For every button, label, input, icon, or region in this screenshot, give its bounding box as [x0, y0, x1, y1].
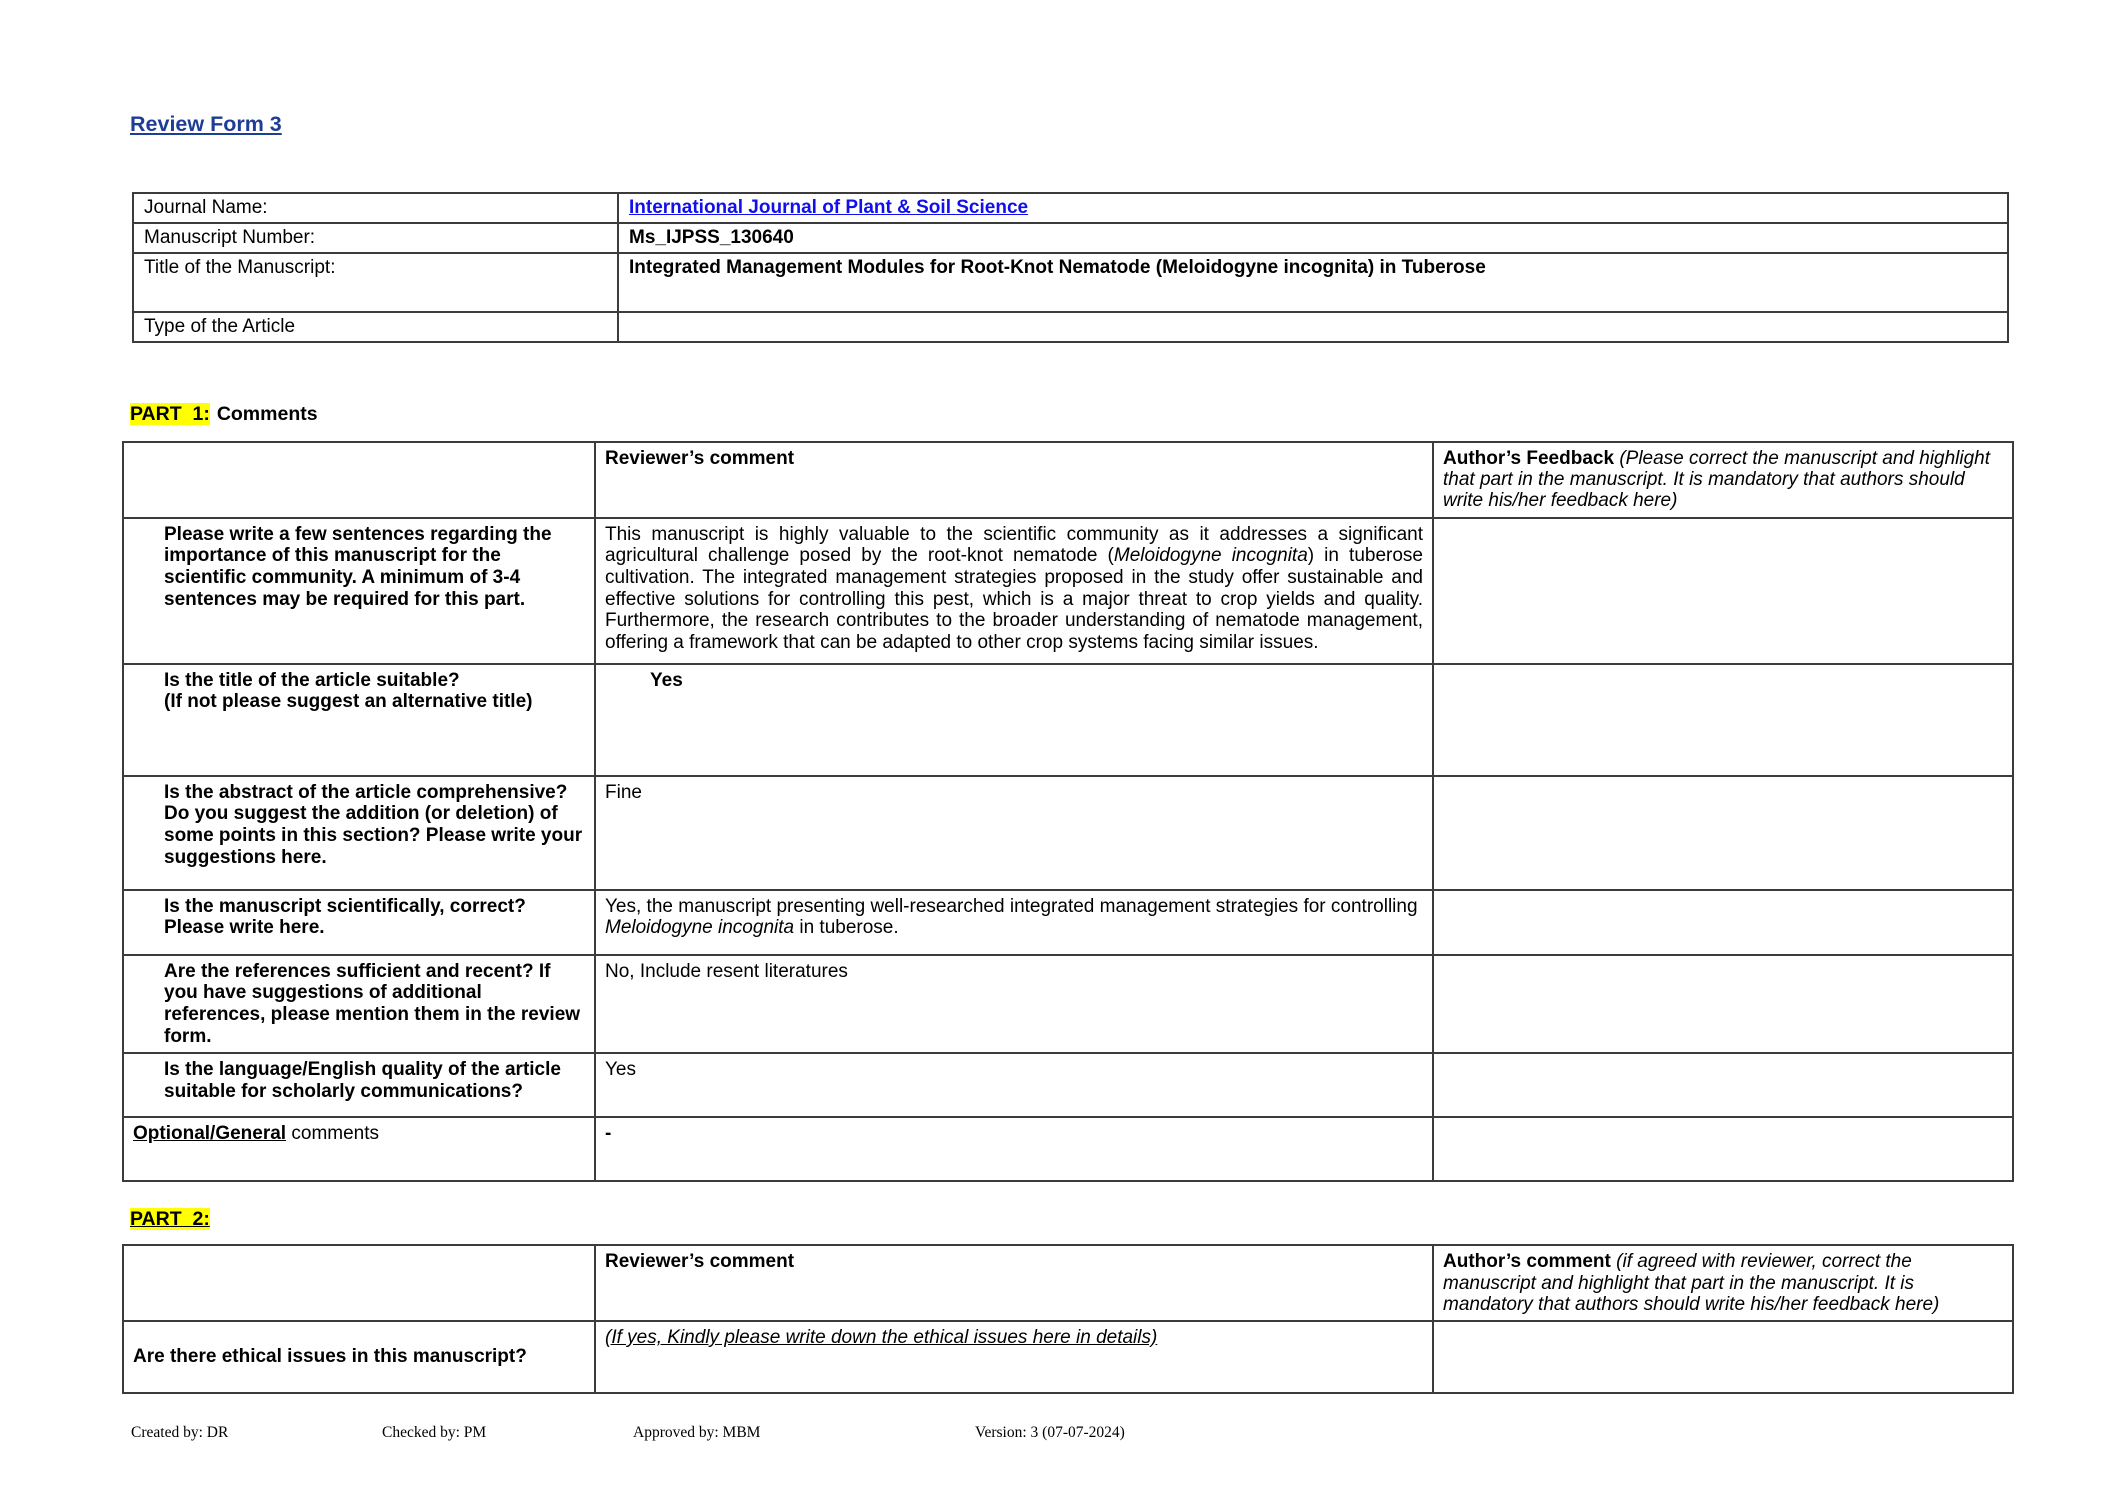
- part1-tag: PART 1:: [130, 402, 210, 425]
- scientific-correct-question: Is the manuscript scientifically, correct? Please write here.: [123, 890, 595, 955]
- ethical-issues-author-feedback[interactable]: [1433, 1321, 2013, 1393]
- manuscript-title-label: Title of the Manuscript:: [133, 253, 618, 312]
- journal-link[interactable]: International Journal of Plant & Soil Science: [629, 196, 1029, 218]
- article-type-row: [133, 312, 2008, 342]
- importance-author-feedback[interactable]: [1433, 518, 2013, 664]
- ethical-issues-row: [123, 1321, 2013, 1393]
- language-quality-question: Is the language/English quality of the article suitable for scholarly communications?: [123, 1053, 595, 1117]
- page-title: Review Form 3: [130, 112, 282, 136]
- comment-text: in tuberose.: [794, 917, 899, 939]
- abstract-reviewer-comment: Fine: [595, 776, 1433, 890]
- footer-version: Version: 3 (07-07-2024): [975, 1424, 1125, 1441]
- ethical-issues-note: (If yes, Kindly please write down the ethical issues here in details): [605, 1327, 1158, 1349]
- references-author-feedback[interactable]: [1433, 955, 2013, 1054]
- ethical-issues-question: Are there ethical issues in this manuscript?: [123, 1321, 595, 1393]
- part2-table: [122, 1244, 2014, 1394]
- manuscript-title-row: [133, 253, 2008, 312]
- language-quality-author-feedback[interactable]: [1433, 1053, 2013, 1117]
- manuscript-number-label: Manuscript Number:: [133, 223, 618, 253]
- title-suitable-reviewer-comment: Yes: [595, 664, 1433, 776]
- part2-author-comment-header-bold: Author’s comment: [1443, 1251, 1611, 1273]
- species-name-italic: Meloidogyne incognita: [1113, 545, 1308, 567]
- journal-name-value-cell: [618, 193, 2008, 223]
- part2-author-comment-header-note: (if agreed with reviewer, correct the manuscript and highlight that part in the manuscript. It is mandatory that authors should write his/her feedback here): [1443, 1251, 1940, 1315]
- abstract-author-feedback[interactable]: [1433, 776, 2013, 890]
- optional-comments-rest: comments: [286, 1123, 380, 1145]
- optional-comments-row: [123, 1117, 2013, 1181]
- optional-author-feedback[interactable]: [1433, 1117, 2013, 1181]
- title-suitable-author-feedback[interactable]: [1433, 664, 2013, 776]
- part2-heading: [130, 1208, 2117, 1231]
- references-question: Are the references sufficient and recent? If you have suggestions of additional references, please mention them in the review form.: [123, 955, 595, 1054]
- part1-heading-text: Comments: [216, 402, 318, 425]
- author-feedback-header-bold: Author’s Feedback: [1443, 447, 1615, 469]
- article-type-value[interactable]: [618, 312, 2008, 342]
- part1-comments-table: [122, 441, 2014, 1182]
- abstract-row: [123, 776, 2013, 890]
- manuscript-title-value: Integrated Management Modules for Root-Knot Nematode (Meloidogyne incognita) in Tuberose: [618, 253, 2008, 312]
- manuscript-number-value: Ms_IJPSS_130640: [618, 223, 2008, 253]
- comment-text: ) in tuberose cultivation. The integrated management strategies proposed in the study offer sustainable and effective solutions for controlling this pest, which is a major threat to crop yields and quality. Furthermore, the research contributes to the broader understanding of nematode management, offering a framework that can be adapted to other crop systems facing similar issues.: [605, 545, 1423, 653]
- author-feedback-header: [1433, 442, 2013, 518]
- footer-checked-by: Checked by: PM: [382, 1424, 487, 1441]
- author-feedback-header-note: (Please correct the manuscript and highlight that part in the manuscript. It is mandatory that authors should write his/her feedback here): [1443, 447, 1991, 512]
- question-line: (If not please suggest an alternative title): [164, 691, 533, 713]
- footer-created-by: Created by: DR: [131, 1424, 229, 1441]
- title-suitable-question: [123, 664, 595, 776]
- optional-general-underlined: Optional/General: [133, 1123, 287, 1145]
- part1-header-empty-cell: [123, 442, 595, 518]
- scientific-correct-reviewer-comment: [595, 890, 1433, 955]
- part2-tag: PART 2:: [130, 1208, 210, 1231]
- journal-name-row: [133, 193, 2008, 223]
- importance-reviewer-comment: [595, 518, 1433, 664]
- manuscript-number-row: [133, 223, 2008, 253]
- reviewer-comment-header: Reviewer’s comment: [595, 442, 1433, 518]
- optional-comments-label: [123, 1117, 595, 1181]
- part2-header-empty-cell: [123, 1245, 595, 1321]
- part1-heading: [130, 403, 2117, 426]
- part2-header-row: [123, 1245, 2013, 1321]
- optional-reviewer-comment: -: [595, 1117, 1433, 1181]
- scientific-correct-row: [123, 890, 2013, 955]
- comment-text: Yes, the manuscript presenting well-researched integrated management strategies for controlling: [605, 895, 1418, 917]
- part2-author-comment-header: [1433, 1245, 2013, 1321]
- question-line: Is the title of the article suitable?: [164, 669, 460, 691]
- article-type-label: Type of the Article: [133, 312, 618, 342]
- species-name-italic: Meloidogyne incognita: [605, 917, 795, 939]
- ethical-issues-reviewer-comment: [595, 1321, 1433, 1393]
- title-suitable-row: [123, 664, 2013, 776]
- importance-question: Please write a few sentences regarding the importance of this manuscript for the scientific community. A minimum of 3-4 sentences may be required for this part.: [123, 518, 595, 664]
- language-quality-row: [123, 1053, 2013, 1117]
- comment-text: This manuscript is highly valuable to the scientific community as it addresses a significant agricultural challenge posed by the root-knot nematode (: [605, 523, 1423, 567]
- importance-row: [123, 518, 2013, 664]
- manuscript-info-table: [132, 192, 2009, 343]
- journal-name-label: Journal Name:: [133, 193, 618, 223]
- part1-header-row: [123, 442, 2013, 518]
- scientific-correct-author-feedback[interactable]: [1433, 890, 2013, 955]
- part2-reviewer-comment-header: Reviewer’s comment: [595, 1245, 1433, 1321]
- abstract-question: Is the abstract of the article comprehensive? Do you suggest the addition (or deletion) of some points in this section? Please write your suggestions here.: [123, 776, 595, 890]
- references-reviewer-comment: No, Include resent literatures: [595, 955, 1433, 1054]
- references-row: [123, 955, 2013, 1054]
- footer-approved-by: Approved by: MBM: [633, 1424, 761, 1441]
- language-quality-reviewer-comment: Yes: [595, 1053, 1433, 1117]
